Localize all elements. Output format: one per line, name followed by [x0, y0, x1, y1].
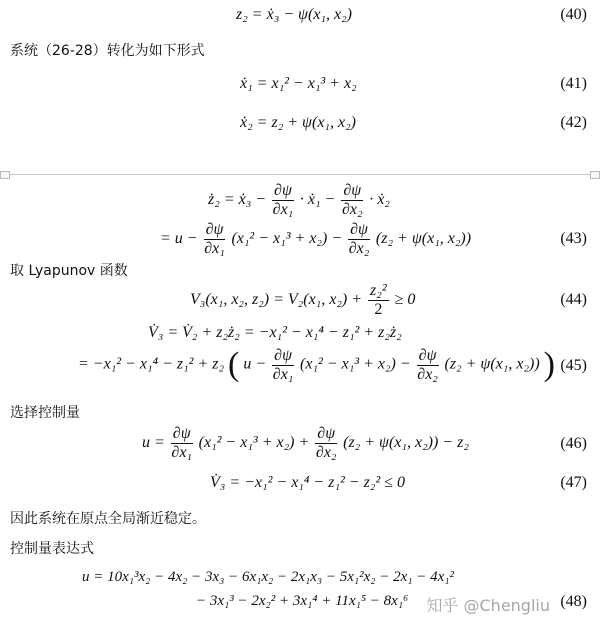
- equation-41: ẋ₁ = x₁² − x₁³ + x₂: [240, 75, 357, 92]
- text-control-expression: 控制量表达式: [10, 541, 94, 557]
- equation-number-42: (42): [560, 114, 587, 131]
- text-conclusion: 因此系统在原点全局渐近稳定。: [10, 511, 206, 527]
- equation-40: z₂ = ẋ₃ − ψ(x₁, x₂): [236, 6, 352, 23]
- equation-46: u = $\frac{\partial\psi}{\text{∂x₁}}$ (x₁² − x₁³ + x₂) + $\frac{\partial\psi}{\text{∂x₂}}$ (z₂ + ψ(x₁, x₂)) − z₂: [142, 425, 469, 461]
- equation-43-line-1: ż₂ = ẋ₃ − $\frac{\partial\psi}{\text{∂x₁}}$ · ẋ₁ − $\frac{\partial\psi}{\text{∂x₂}}$ · ẋ₂: [208, 182, 390, 218]
- equation-number-41: (41): [560, 75, 587, 92]
- equation-number-40: (40): [560, 6, 587, 23]
- equation-number-45: (45): [560, 357, 587, 374]
- equation-number-43: (43): [560, 230, 587, 247]
- equation-44: V₃(x₁, x₂, z₂) = V₂(x₁, x₂) + $\frac{\text{z₂²}}{2}$ ≥ 0: [190, 282, 416, 318]
- page-break-divider: [0, 174, 600, 175]
- equation-45-line-1: V̇₃ = V̇₂ + z₂ż₂ = −x₁² − x₁⁴ − z₁² + z₂ż₂: [148, 324, 402, 341]
- equation-42: ẋ₂ = z₂ + ψ(x₁, x₂): [240, 114, 356, 131]
- text-system-transform: 系统（26-28）转化为如下形式: [10, 43, 205, 59]
- equation-47: V̇₃ = −x₁² − x₁⁴ − z₁² − z₂² ≤ 0: [210, 474, 405, 491]
- equation-number-47: (47): [560, 474, 587, 491]
- equation-number-48: (48): [560, 593, 587, 610]
- equation-48-line-1: u = 10x₁³x₂ − 4x₂ − 3x₃ − 6x₁x₂ − 2x₁x₃ − 5x₁²x₂ − 2x₁ − 4x₁²: [82, 569, 454, 585]
- equation-number-46: (46): [560, 435, 587, 452]
- text-choose-control: 选择控制量: [10, 405, 80, 421]
- equation-45-line-2: = −x₁² − x₁⁴ − z₁² + z₂ ( u − $\frac{\partial\psi}{\text{∂x₁}}$ (x₁² − x₁³ + x₂) − $\frac{\partial\psi}{\text{∂x₂}}$ (z₂ + ψ(x₁, x₂)) ): [78, 346, 555, 383]
- equation-number-44: (44): [560, 291, 587, 308]
- equation-48-line-2: − 3x₁³ − 2x₂² + 3x₁⁴ + 11x₁⁵ − 8x₁⁶: [196, 593, 409, 609]
- text-take-lyapunov: 取 Lyapunov 函数: [10, 263, 128, 279]
- watermark: 知乎 @Chengliu: [426, 596, 550, 615]
- equation-43-line-2: = u − $\frac{\partial\psi}{\text{∂x₁}}$ (x₁² − x₁³ + x₂) − $\frac{\partial\psi}{\text{∂x₂}}$ (z₂ + ψ(x₁, x₂)): [160, 221, 472, 257]
